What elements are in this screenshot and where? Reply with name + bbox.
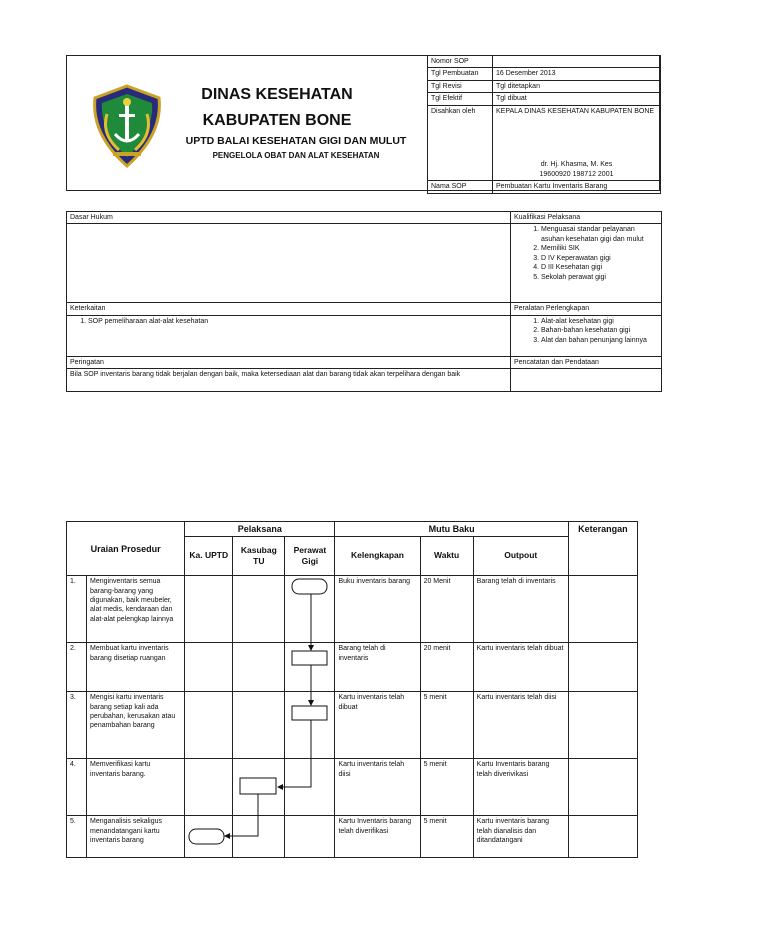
row-output: Kartu inventaris barang telah dianalisis dan ditandatangani [473, 816, 568, 858]
kualifikasi-content [511, 224, 662, 303]
row-no: 1. [67, 576, 87, 643]
table-row [67, 643, 638, 692]
table-row [67, 759, 638, 816]
signer-name: dr. Hj. Khasma, M. Kes [540, 161, 613, 169]
cell-kasubag-tu [233, 692, 285, 759]
approved-cell [493, 105, 661, 180]
row-no: 5. [67, 816, 87, 858]
pencatatan-content [511, 369, 662, 392]
list-item: 1. Alat-alat kesehatan gigi [541, 317, 658, 326]
meta-value: Tgl ditetapkan [493, 80, 661, 92]
header-identity [67, 56, 428, 190]
row-waktu: 5 menit [420, 692, 473, 759]
peringatan-label: Peringatan [67, 356, 511, 368]
meta-value: Tgl dibuat [493, 93, 661, 105]
meta-value: 16 Desember 2013 [493, 68, 661, 80]
list-item: 1. Menguasai standar pelayanan asuhan kesehatan gigi dan mulut [541, 225, 658, 244]
row-waktu: 5 menit [420, 816, 473, 858]
meta-label: Nomor SOP [428, 56, 493, 68]
list-item: 1. SOP pemeliharaan alat-alat kesehatan [88, 317, 507, 326]
kualifikasi-list [514, 225, 658, 282]
row-uraian: Menginventaris semua barang-barang yang digunakan, baik meubeler, alat medis, kendaraan dan alat-alat pelengkap lainnya [87, 576, 185, 643]
cell-kasubag-tu [233, 816, 285, 858]
sop-name-label: Nama SOP [428, 181, 493, 193]
peringatan-text: Bila SOP inventaris barang tidak berjalan dengan baik, maka ketersediaan alat dan barang tidak akan terpelihara dengan baik [67, 369, 511, 392]
list-item: 2. Bahan-bahan kesehatan gigi [541, 326, 658, 335]
procedure-table [66, 521, 638, 858]
meta-value [493, 56, 661, 68]
sop-header [66, 55, 660, 191]
meta-label: Tgl Efektif [428, 93, 493, 105]
bone-regency-emblem-icon [89, 84, 165, 168]
keterkaitan-label: Keterkaitan [67, 303, 511, 315]
meta-label: Tgl Pembuatan [428, 68, 493, 80]
cell-perawat-gigi [285, 692, 335, 759]
row-uraian: Mengisi kartu inventaris barang setiap kali ada perubahan, kerusakan atau penambahan barang [87, 692, 185, 759]
cell-ka-uptd [185, 759, 233, 816]
meta-label: Tgl Revisi [428, 80, 493, 92]
sop-info-table [66, 211, 662, 392]
col-waktu: Waktu [420, 537, 473, 576]
row-keterangan [568, 576, 637, 643]
row-output: Kartu inventaris telah diisi [473, 692, 568, 759]
keterkaitan-content [67, 315, 511, 356]
approved-value: KEPALA DINAS KESEHATAN KABUPATEN BONE [496, 107, 655, 115]
row-uraian: Membuat kartu inventaris barang disetiap ruangan [87, 643, 185, 692]
col-output: Outpout [473, 537, 568, 576]
org-subunit: PENGELOLA OBAT DAN ALAT KESEHATAN [212, 151, 380, 160]
row-output: Barang telah di inventaris [473, 576, 568, 643]
cell-kasubag-tu [233, 759, 285, 816]
sop-name-value: Pembuatan Kartu Inventaris Barang [493, 181, 661, 193]
dasar-hukum-content [67, 224, 511, 303]
col-kelengkapan: Kelengkapan [335, 537, 420, 576]
row-keterangan [568, 692, 637, 759]
peralatan-list [514, 317, 658, 345]
cell-perawat-gigi [285, 816, 335, 858]
kualifikasi-label: Kualifikasi Pelaksana [511, 212, 662, 224]
peralatan-label: Peralatan Perlengkapan [511, 303, 662, 315]
row-keterangan [568, 816, 637, 858]
cell-perawat-gigi [285, 576, 335, 643]
cell-perawat-gigi [285, 759, 335, 816]
table-row [67, 816, 638, 858]
table-row [67, 576, 638, 643]
org-name-line2: KABUPATEN BONE [202, 112, 352, 129]
row-kelengkapan: Kartu Inventaris barang telah diverifikasi [335, 816, 420, 858]
approved-label: Disahkan oleh [428, 105, 493, 180]
row-keterangan [568, 759, 637, 816]
list-item: 2. Memiliki SIK [541, 244, 658, 253]
cell-kasubag-tu [233, 643, 285, 692]
row-kelengkapan: Barang telah di inventaris [335, 643, 420, 692]
cell-kasubag-tu [233, 576, 285, 643]
col-kasubag-tu: Kasubag TU [233, 537, 285, 576]
org-unit: UPTD BALAI KESEHATAN GIGI DAN MULUT [185, 135, 407, 147]
col-pelaksana: Pelaksana [185, 522, 335, 537]
row-no: 3. [67, 692, 87, 759]
col-uraian: Uraian Prosedur [67, 522, 185, 576]
cell-ka-uptd [185, 816, 233, 858]
row-waktu: 20 menit [420, 643, 473, 692]
cell-perawat-gigi [285, 643, 335, 692]
col-keterangan: Keterangan [568, 522, 637, 576]
cell-ka-uptd [185, 692, 233, 759]
row-no: 2. [67, 643, 87, 692]
table-row [67, 692, 638, 759]
row-kelengkapan: Buku inventaris barang [335, 576, 420, 643]
sop-meta-table [427, 55, 661, 194]
signer-nip: 19600920 198712 2001 [539, 170, 614, 178]
keterkaitan-list [70, 317, 507, 326]
cell-ka-uptd [185, 576, 233, 643]
row-keterangan [568, 643, 637, 692]
col-mutu: Mutu Baku [335, 522, 568, 537]
row-output: Kartu Inventaris barang telah diverivikasi [473, 759, 568, 816]
list-item: 5. Sekolah perawat gigi [541, 273, 658, 282]
peralatan-content [511, 315, 662, 356]
row-output: Kartu inventaris telah dibuat [473, 643, 568, 692]
col-ka-uptd: Ka. UPTD [185, 537, 233, 576]
row-no: 4. [67, 759, 87, 816]
row-kelengkapan: Kartu inventaris telah diisi [335, 759, 420, 816]
dasar-hukum-label: Dasar Hukum [67, 212, 511, 224]
row-waktu: 20 Menit [420, 576, 473, 643]
cell-ka-uptd [185, 643, 233, 692]
pencatatan-label: Pencatatan dan Pendataan [511, 356, 662, 368]
row-uraian: Menganalisis sekaligus menandatangani kartu inventaris barang [87, 816, 185, 858]
list-item: 4. D III Kesehatan gigi [541, 263, 658, 272]
org-name-line1: DINAS KESEHATAN [201, 86, 353, 103]
list-item: 3. D IV Keperawatan gigi [541, 254, 658, 263]
row-uraian: Memverifikasi kartu inventaris barang. [87, 759, 185, 816]
list-item: 3. Alat dan bahan penunjang lainnya [541, 336, 658, 345]
row-kelengkapan: Kartu inventaris telah dibuat [335, 692, 420, 759]
row-waktu: 5 menit [420, 759, 473, 816]
col-perawat-gigi: Perawat Gigi [285, 537, 335, 576]
